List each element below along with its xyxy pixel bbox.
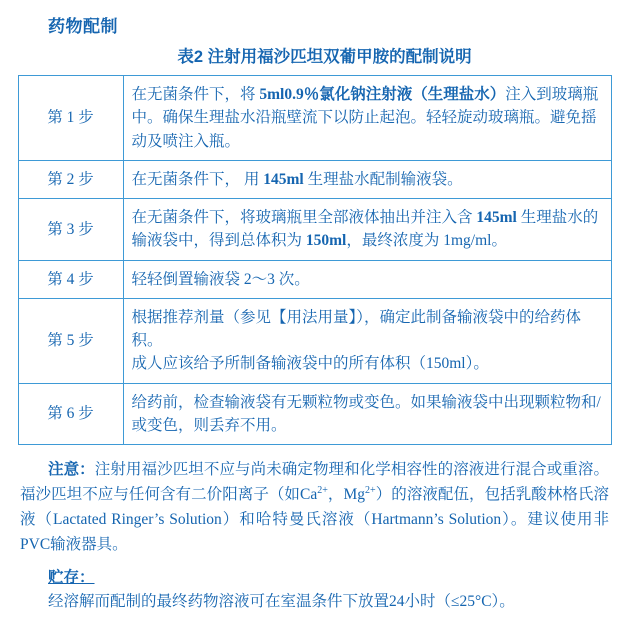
table-row bbox=[18, 76, 611, 161]
storage-text: 经溶解而配制的最终药物溶液可在室温条件下放置24小时（≤25°C）。 bbox=[48, 593, 515, 611]
step-label: 第 4 步 bbox=[18, 260, 123, 298]
step-label: 第 1 步 bbox=[18, 76, 123, 161]
step-description: 根据推荐剂量（参见【用法用量】），确定此制备输液袋中的给药体积。 成人应该给予所制备输液袋中的所有体积（150ml）。 bbox=[123, 298, 611, 383]
step-label: 第 2 步 bbox=[18, 160, 123, 198]
step-description: 在无菌条件下，将 5ml0.9％氯化钠注射液（生理盐水）注入到玻璃瓶中。确保生理盐水沿瓶壁流下以防止起泡。轻轻旋动玻璃瓶。避免摇动及喷注入瓶。 bbox=[123, 76, 611, 161]
notes-text-3: ）的溶液配伍，包括乳酸林格氏溶液（Lactated Ringer’s Solution）和哈特曼氏溶液（Hartmann’s Solution）。建议使用非PVC输液器具。 bbox=[20, 486, 609, 554]
reconstitution-table bbox=[18, 75, 612, 445]
step-description: 给药前，检查输液袋有无颗粒物或变色。如果输液袋中出现颗粒物和/或变色，则丢弃不用。 bbox=[123, 383, 611, 445]
step-description: 轻轻倒置输液袋 2～3 次。 bbox=[123, 260, 611, 298]
step-label: 第 5 步 bbox=[18, 298, 123, 383]
table-row bbox=[18, 199, 611, 261]
notes-label: 注意： bbox=[48, 461, 95, 478]
step-description: 在无菌条件下，将玻璃瓶里全部液体抽出并注入含 145ml 生理盐水的输液袋中，得到总体积为 150ml，最终浓度为 1mg/ml。 bbox=[123, 199, 611, 261]
step-label: 第 3 步 bbox=[18, 199, 123, 261]
notes-text-1: 注射用福沙匹坦不应与尚未确定物理和化学相容性的溶液进行混合或重溶。福沙匹坦不应与任何含有二价阳离子（如Ca bbox=[20, 461, 609, 504]
table-body bbox=[18, 76, 611, 445]
step-description: 在无菌条件下， 用 145ml 生理盐水配制输液袋。 bbox=[123, 160, 611, 198]
notes-superscript-1: 2+ bbox=[317, 484, 328, 496]
table-caption: 表2 注射用福沙匹坦双葡甲胺的配制说明 bbox=[177, 48, 472, 66]
table-row bbox=[18, 260, 611, 298]
section-title: 药物配制 bbox=[48, 17, 118, 36]
storage-label: 贮存： bbox=[48, 569, 95, 587]
table-row bbox=[18, 383, 611, 445]
notes-text-2: ，Mg bbox=[327, 486, 366, 504]
notes-superscript-2: 2+ bbox=[365, 484, 376, 496]
step-label: 第 6 步 bbox=[18, 383, 123, 445]
table-row bbox=[18, 160, 611, 198]
table-row bbox=[18, 298, 611, 383]
notes-paragraph bbox=[20, 457, 609, 557]
